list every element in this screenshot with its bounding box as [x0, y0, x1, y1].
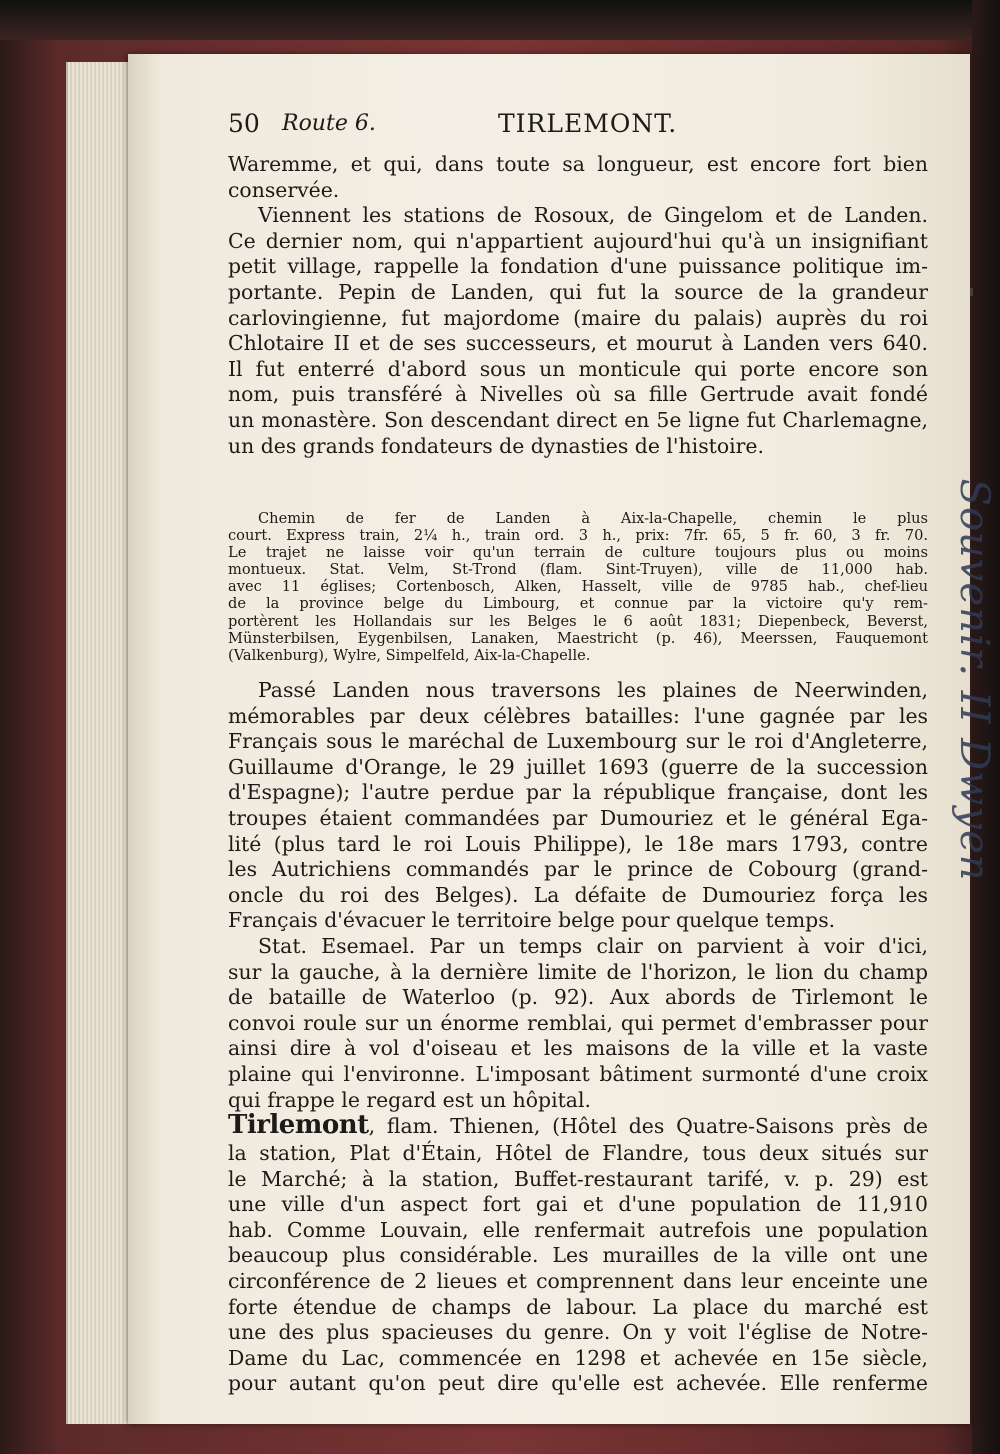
text-line: conservée. [228, 177, 340, 202]
note-line: montueux. Stat. Velm, St-Trond (flam. Sint-Truyen), ville de 11,000 hab. [228, 561, 928, 579]
text-line: le Marché; à la station, Buffet-restaurant tarifé, v. p. 29) est [228, 1166, 928, 1191]
tirlemont-first-line [228, 1110, 928, 1141]
text-line: Chlotaire II et de ses successeurs, et mourut à Landen vers 640. [228, 331, 928, 356]
text-line: mémorables par deux célèbres batailles: l'une gagnée par les [228, 703, 928, 728]
text-line: Français sous le maréchal de Luxembourg sur le roi d'Angleterre, [228, 729, 928, 754]
text-line: convoi roule sur un énorme remblai, qui permet d'embrasser pour [228, 1010, 928, 1035]
cover-top-edge [0, 0, 1000, 40]
text-line: une des plus spacieuses du genre. On y voit l'église de Notre- [228, 1320, 928, 1345]
margin-mark [970, 288, 973, 296]
running-title: TIRLEMONT. [498, 109, 678, 138]
text-line: un des grands fondateurs de dynasties de l'histoire. [228, 433, 764, 458]
tirlemont-first-line-rest: , flam. Thienen, (Hôtel des Quatre-Saisons près de [368, 1114, 928, 1139]
text-line: ainsi dire à vol d'oiseau et les maisons de la ville et la vaste [228, 1036, 928, 1061]
text-line: circonférence de 2 lieues et comprennent dans leur enceinte une [228, 1269, 928, 1294]
text-line: oncle du roi des Belges). La défaite de Dumouriez força les [228, 882, 928, 907]
note-line: Chemin de fer de Landen à Aix-la-Chapelle, chemin le plus [258, 510, 928, 527]
text-line: sur la gauche, à la dernière limite de l'horizon, le lion du champ [228, 959, 928, 984]
text-line: lité (plus tard le roi Louis Philippe), le 18e mars 1793, contre [228, 831, 928, 856]
note-line: de la province belge du Limbourg, et connue par la victoire qu'y rem- [228, 595, 928, 613]
text-line: un monastère. Son descendant direct en 5e ligne fut Charlemagne, [228, 407, 928, 432]
text-line: forte étendue de champs de labour. La place du marché est [228, 1294, 928, 1319]
text-line: Stat. Esemael. Par un temps clair on parvient à voir d'ici, [258, 933, 928, 958]
text-line: de bataille de Waterloo (p. 92). Aux abords de Tirlemont le [228, 985, 928, 1010]
text-line: nom, puis transféré à Nivelles où sa fille Gertrude avait fondé [228, 382, 928, 407]
text-line: qui frappe le regard est un hôpital. [228, 1087, 591, 1112]
stamp-inscription [948, 478, 1000, 882]
text-line: Dame du Lac, commencée en 1298 et achevée en 15e siècle, [228, 1345, 928, 1370]
note-line: Münsterbilsen, Eygenbilsen, Lanaken, Maestricht (p. 46), Meerssen, Fauquemont [228, 629, 928, 647]
paragraph-neerwinden [228, 678, 928, 1397]
text-line: hab. Comme Louvain, elle renfermait autrefois une population [228, 1217, 928, 1242]
running-route: Route 6. [282, 111, 376, 136]
note-line: avec 11 églises; Cortenbosch, Alken, Hasselt, ville de 9785 hab., chef-lieu [228, 578, 928, 596]
text-line: beaucoup plus considérable. Les murailles de la ville ont une [228, 1243, 928, 1268]
text-line: plaine qui l'environne. L'imposant bâtiment surmonté d'une croix [228, 1061, 928, 1086]
text-line: carlovingienne, fut majordome (maire du palais) auprès du roi [228, 305, 928, 330]
book-page [128, 54, 970, 1424]
tirlemont-heading: Tirlemont [228, 1110, 369, 1141]
text-line: d'Espagne); l'autre perdue par la république française, dont les [228, 780, 928, 805]
text-line: Waremme, et qui, dans toute sa longueur, est encore fort bien [228, 152, 928, 176]
page-number: 50 [228, 109, 260, 138]
text-line: petit village, rappelle la fondation d'une puissance politique im- [228, 254, 928, 279]
text-line: portante. Pepin de Landen, qui fut la source de la grandeur [228, 279, 928, 304]
text-line: pour autant qu'on peut dire qu'elle est achevée. Elle renferme [228, 1371, 928, 1396]
railway-note [228, 510, 928, 664]
text-line: Français d'évacuer le territoire belge pour quelque temps. [228, 908, 836, 933]
note-line: portèrent les Hollandais sur les Belges le 6 août 1831; Diepenbeck, Beverst, [228, 612, 928, 630]
text-line: Il fut enterré d'abord sous un monticule qui porte encore son [228, 356, 928, 381]
note-line: court. Express train, 2¼ h., train ord. 3 h., prix: 7fr. 65, 5 fr. 60, 3 fr. 70. [228, 527, 928, 545]
text-line: Ce dernier nom, qui n'appartient aujourd'hui qu'à un insignifiant [228, 228, 928, 253]
text-line: une ville d'un aspect fort gai et d'une population de 11,910 [228, 1192, 928, 1217]
note-line: Le trajet ne laisse voir qu'un terrain de culture toujours plus ou moins [228, 544, 928, 562]
text-line: Guillaume d'Orange, le 29 juillet 1693 (guerre de la succession [228, 754, 928, 779]
text-line: Viennent les stations de Rosoux, de Gingelom et de Landen. [258, 203, 928, 228]
text-line: les Autrichiens commandés par le prince de Cobourg (grand- [228, 857, 928, 882]
running-header [228, 109, 908, 149]
text-line: Passé Landen nous traversons les plaines de Neerwinden, [258, 678, 928, 702]
text-line: troupes étaient commandées par Dumouriez et le général Ega- [228, 805, 928, 830]
paragraph-landen [228, 152, 928, 459]
note-line: (Valkenburg), Wylre, Simpelfeld, Aix-la-Chapelle. [228, 646, 591, 664]
text-line: la station, Plat d'Étain, Hôtel de Flandre, tous deux situés sur [228, 1141, 928, 1166]
stamp-text: Souvenir. II Dwyen [951, 478, 997, 882]
